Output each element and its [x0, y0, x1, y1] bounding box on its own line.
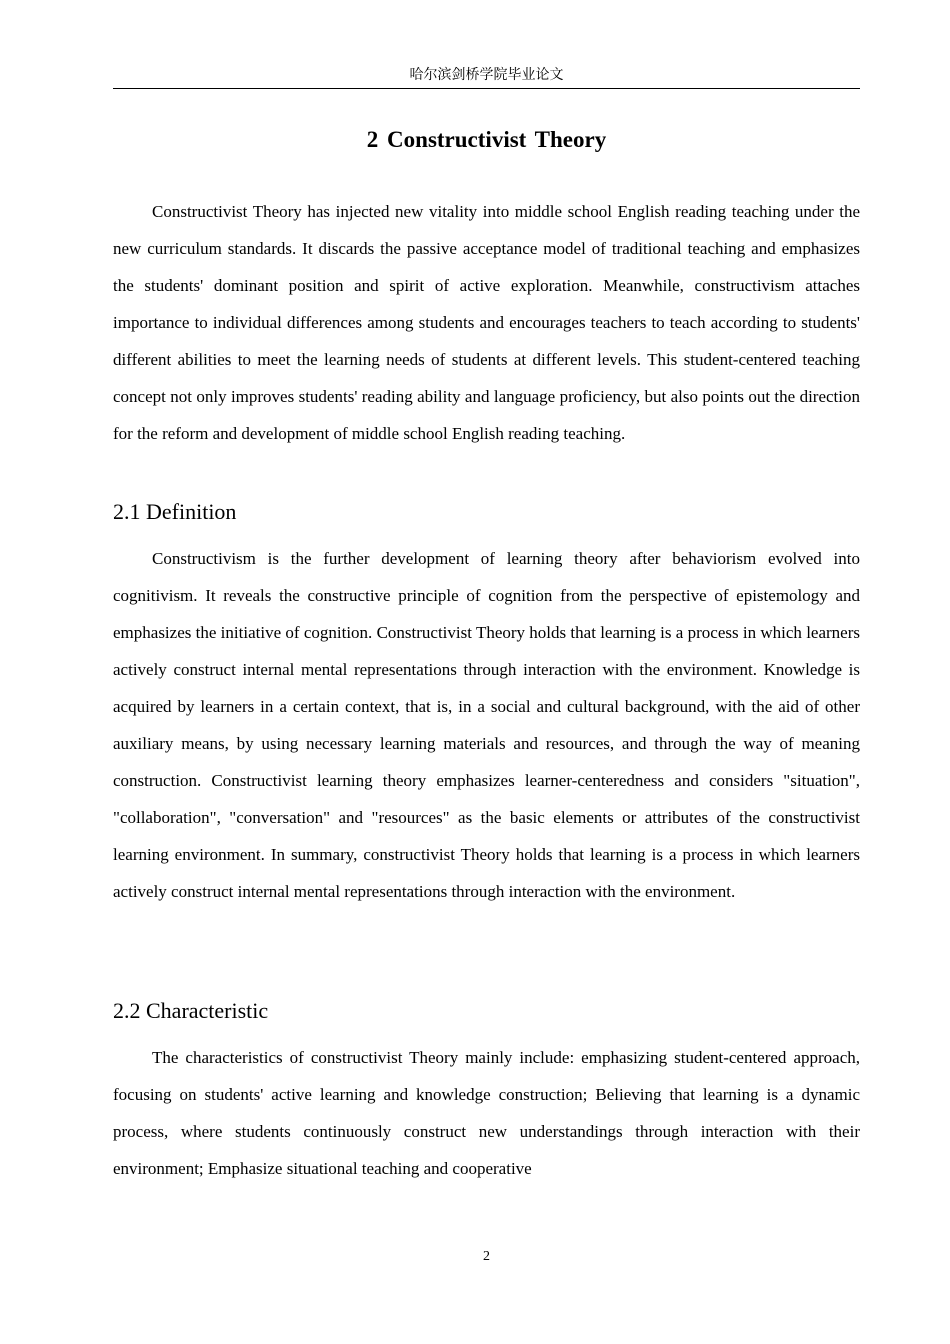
running-header: 哈尔滨剑桥学院毕业论文	[409, 67, 564, 83]
definition-paragraph: Constructivism is the further development of learning theory after behaviorism evolved into cognitivism. It reveals the constructive principle of cognition from the perspective of epistemology and emphasizes the initiative of cognition. Constructivist Theory holds that learning is a process in which learners actively construct internal mental representations through interaction with the environment. Knowledge is acquired by learners in a certain context, that is, in a social and cultural background, with the aid of other auxiliary means, by using necessary learning materials and resources, and through the way of meaning construction. Constructivist learning theory emphasizes learner-centeredness and considers "situation", "collaboration", "conversation" and "resources" as the basic elements or attributes of the constructivist learning environment. In summary, constructivist Theory holds that learning is a process in which learners actively construct internal mental representations through interaction with the environment.	[113, 549, 860, 901]
chapter-title: 2 Constructivist Theory	[366, 127, 607, 152]
header-rule	[113, 88, 860, 89]
chapter-intro-paragraph: Constructivist Theory has injected new vitality into middle school English reading teaching under the new curriculum standards. It discards the passive acceptance model of traditional teaching and emphasizes the students' dominant position and spirit of active exploration. Meanwhile, constructivism attaches importance to individual differences among students and encourages teachers to teach according to students' different abilities to meet the learning needs of students at different levels. This student-centered teaching concept not only improves students' reading ability and language proficiency, but also points out the direction for the reform and development of middle school English reading teaching.	[113, 202, 860, 443]
section-heading-definition: 2.1 Definition	[113, 499, 237, 524]
section-heading-characteristic: 2.2 Characteristic	[113, 998, 269, 1023]
page-number: 2	[483, 1249, 490, 1264]
characteristic-paragraph: The characteristics of constructivist Theory mainly include: emphasizing student-centered approach, focusing on students' active learning and knowledge construction; Believing that learning is a dynamic process, where students continuously construct new understandings through interaction with their environment; Emphasize situational teaching and cooperative	[113, 1048, 860, 1178]
